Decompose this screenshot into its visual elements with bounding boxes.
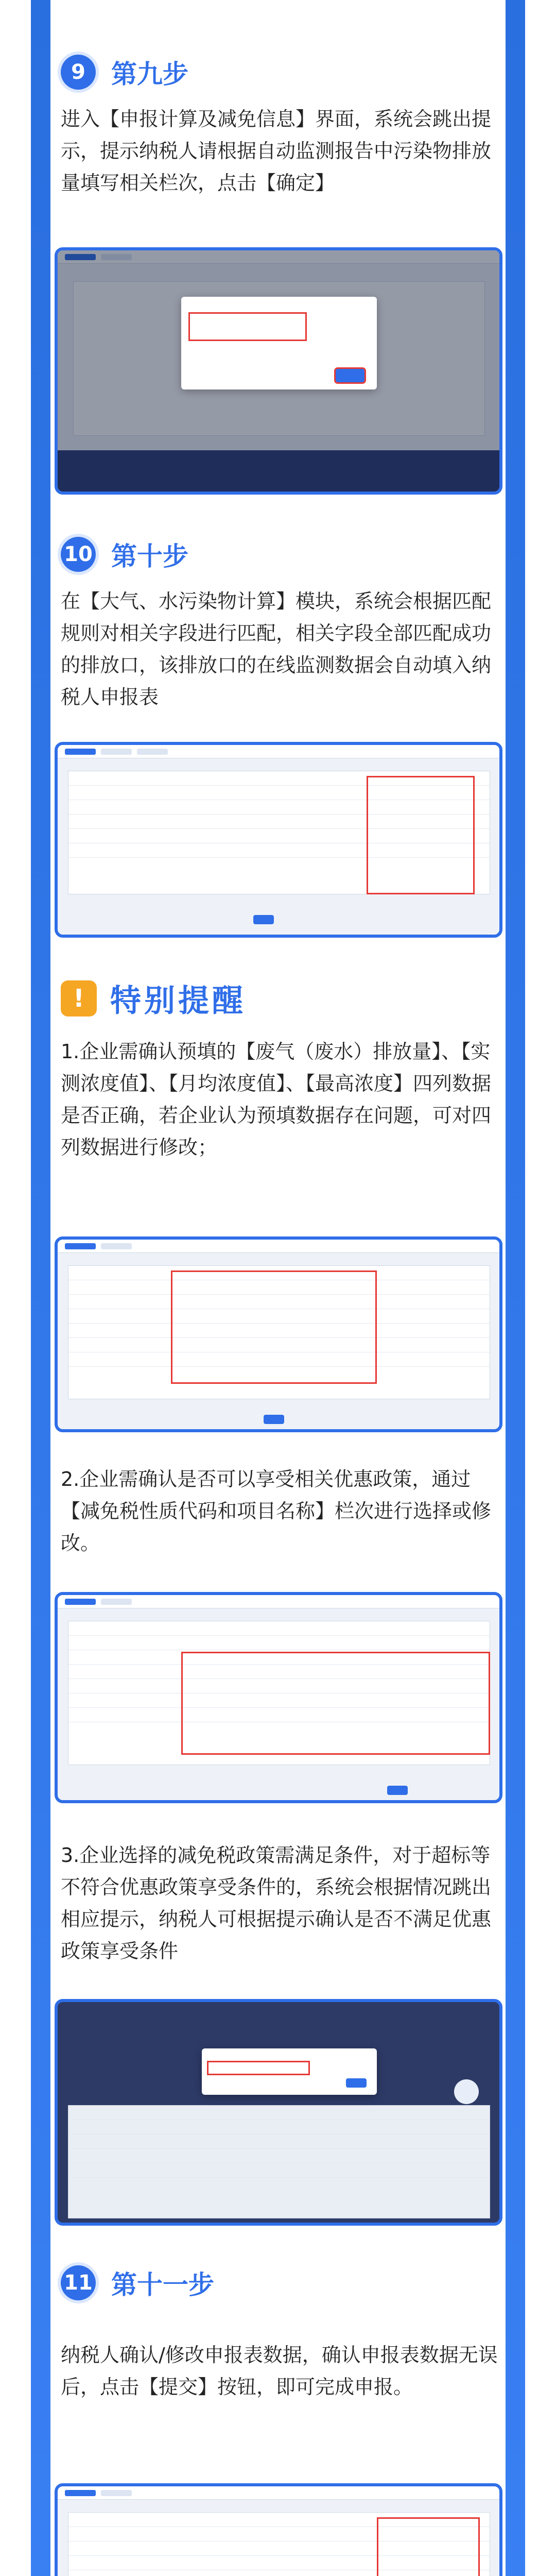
notice3-dialog-button[interactable] bbox=[346, 2078, 367, 2088]
assistant-avatar[interactable] bbox=[454, 2079, 479, 2104]
notice2-pager-button[interactable] bbox=[387, 1786, 408, 1795]
step10-header bbox=[61, 536, 188, 573]
step9-dialog bbox=[181, 297, 377, 389]
step11-text: 纳税人确认/修改申报表数据，确认申报表数据无误后，点击【提交】按钮，即可完成申报。 bbox=[61, 2344, 498, 2398]
notice-item-1: 1.企业需确认预填的【废气（废水）排放量】、【实测浓度值】、【月均浓度值】、【最高浓度】四列数据是否正确，若企业认为预填数据存在问题，可对四列数据进行修改； bbox=[61, 1040, 492, 1159]
step10-text: 在【大气、水污染物计算】模块，系统会根据匹配规则对相关字段进行匹配，相关字段全部匹配成功的排放口，该排放口的在线监测数据会自动填入纳税人申报表 bbox=[61, 590, 492, 708]
step9-number-badge: 9 bbox=[61, 55, 96, 90]
step9-text: 进入【申报计算及减免信息】界面，系统会跳出提示，提示纳税人请根据自动监测报告中污染物排放量填写相关栏次，点击【确定】 bbox=[61, 108, 492, 194]
notice3-screenshot bbox=[55, 1999, 502, 2226]
notice-item-3: 3.企业选择的减免税政策需满足条件，对于超标等不符合优惠政策享受条件的，系统会根据情况跳出相应提示，纳税人可根据提示确认是否不满足优惠政策享受条件 bbox=[61, 1844, 492, 1962]
content-card bbox=[50, 0, 506, 2576]
notice1-pager-button[interactable] bbox=[264, 1415, 284, 1424]
step9-title: 第九步 bbox=[111, 59, 188, 89]
step11-screenshot-1 bbox=[55, 2483, 502, 2576]
step10-number-badge: 10 bbox=[61, 537, 96, 572]
step9-header bbox=[61, 54, 188, 91]
exclamation-icon: ! bbox=[61, 980, 97, 1016]
step10-title: 第十步 bbox=[111, 541, 188, 571]
step9-screenshot bbox=[55, 247, 502, 495]
step10-screenshot bbox=[55, 742, 502, 938]
step10-pager-button[interactable] bbox=[253, 915, 274, 924]
step11-header bbox=[61, 2264, 214, 2301]
left-border-rail bbox=[31, 0, 50, 2576]
step11-title: 第十一步 bbox=[111, 2270, 214, 2300]
notice1-screenshot bbox=[55, 1236, 502, 1432]
notice-item-2: 2.企业需确认是否可以享受相关优惠政策，通过【减免税性质代码和项目名称】栏次进行选择或修改。 bbox=[61, 1468, 492, 1554]
step9-confirm-button[interactable] bbox=[336, 369, 364, 382]
notice3-dialog bbox=[202, 2048, 377, 2095]
notice-title: 特别提醒 bbox=[110, 983, 246, 1019]
step11-number-badge: 11 bbox=[61, 2265, 96, 2300]
right-border-rail bbox=[506, 0, 525, 2576]
notice-header bbox=[61, 976, 246, 1021]
notice2-screenshot bbox=[55, 1592, 502, 1803]
